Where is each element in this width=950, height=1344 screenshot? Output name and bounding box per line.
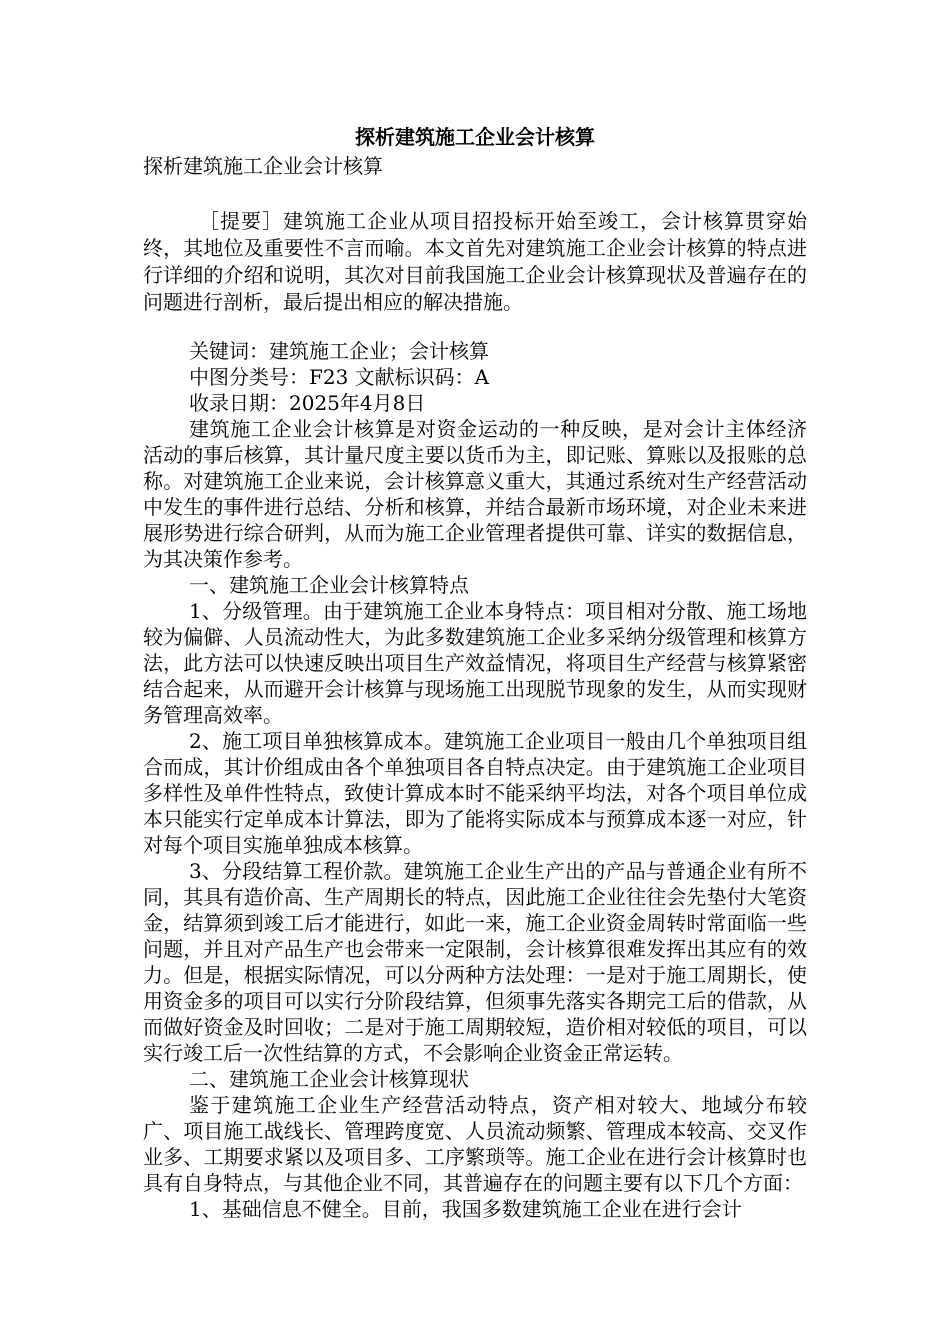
body-paragraph: 1、基础信息不健全。目前，我国多数建筑施工企业在进行会计	[189, 1197, 742, 1221]
document-body	[143, 122, 807, 1222]
section-heading: 二、建筑施工企业会计核算现状	[189, 1067, 469, 1091]
body-paragraph: 3、分段结算工程价款。建筑施工企业生产出的产品与普通企业有所不同，其具有造价高、生产周期长的特点，因此施工企业往往会先垫付大笔资金，结算须到竣工后才能进行，如此一来，施工企业资金周转时常面临一些问题，并且对产品生产也会带来一定限制，会计核算很难发挥出其应有的效力。但是，根据实际情况，可以分两种方法处理：一是对于施工周期长，使用资金多的项目可以实行分阶段结算，但须事先落实各期完工后的借款，从而做好资金及时回收；二是对于施工周期较短，造价相对较低的项目，可以实行竣工后一次性结算的方式，不会影响企业资金正常运转。	[143, 859, 807, 1065]
abstract-paragraph: ［提要］建筑施工企业从项目招投标开始至竣工，会计核算贯穿始终，其地位及重要性不言而喻。本文首先对建筑施工企业会计核算的特点进行详细的介绍和说明，其次对目前我国施工企业会计核算现状及普遍存在的问题进行剖析，最后提出相应的解决措施。	[143, 209, 807, 314]
keywords-line: 关键词：建筑施工企业；会计核算	[189, 339, 489, 363]
document-title: 探析建筑施工企业会计核算	[355, 125, 595, 149]
blank-line	[143, 180, 807, 208]
classification-line: 中图分类号：F23 文献标识码：A	[189, 365, 490, 389]
body-paragraph: 1、分级管理。由于建筑施工企业本身特点：项目相对分散、施工场地较为偏僻、人员流动性大，为此多数建筑施工企业多采纳分级管理和核算方法，此方法可以快速反映出项目生产效益情况，将项目生产经营与核算紧密结合起来，从而避开会计核算与现场施工出现脱节现象的发生，从而实现财务管理高效率。	[143, 599, 807, 727]
body-paragraph: 鉴于建筑施工企业生产经营活动特点，资产相对较大、地域分布较广、项目施工战线长、管理跨度宽、人员流动频繁、管理成本较高、交叉作业多、工期要求紧以及项目多、工序繁琐等。施工企业在进行会计核算时也具有自身特点，与其他企业不同，其普遍存在的问题主要有以下几个方面：	[143, 1093, 807, 1195]
body-paragraph: 2、施工项目单独核算成本。建筑施工企业项目一般由几个单独项目组合而成，其计价组成由各个单独项目各自特点决定。由于建筑施工企业项目多样性及单件性特点，致使计算成本时不能采纳平均法，对各个项目单位成本只能实行定单成本计算法，即为了能将实际成本与预算成本逐一对应，针对每个项目实施单独成本核算。	[143, 729, 807, 857]
section-heading: 一、建筑施工企业会计核算特点	[189, 573, 469, 597]
received-date-line: 收录日期：2025年4月8日	[189, 391, 426, 415]
body-paragraph: 建筑施工企业会计核算是对资金运动的一种反映，是对会计主体经济活动的事后核算，其计量尺度主要以货币为主，即记账、算账以及报账的总称。对建筑施工企业来说，会计核算意义重大，其通过系统对生产经营活动中发生的事件进行总结、分析和核算，并结合最新市场环境，对企业未来进展形势进行综合研判，从而为施工企业管理者提供可靠、详实的数据信息，为其决策作参考。	[143, 417, 807, 571]
blank-line	[143, 316, 807, 338]
document-subtitle: 探析建筑施工企业会计核算	[143, 154, 383, 178]
